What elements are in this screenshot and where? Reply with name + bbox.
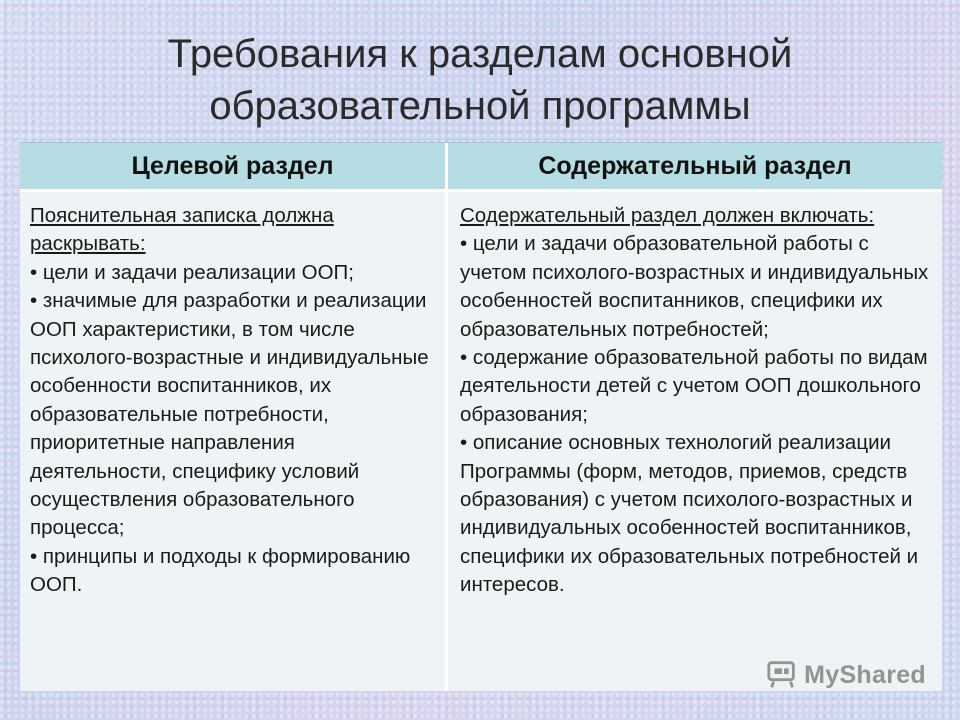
watermark-text: MyShared: [804, 660, 926, 689]
slide-title: [0, 28, 960, 132]
header-content-section: Содержательный раздел: [448, 143, 942, 189]
content-section-cell: [448, 189, 942, 691]
title-line-1: Требования к разделам основной: [167, 32, 793, 76]
content-bullet-1: • цели и задачи образовательной работы с учетом психолого-возрастных и индивидуальных особенностей воспитанников, специфики их образовательных потребностей;: [460, 232, 929, 341]
content-bullet-3: • описание основных технологий реализации Программы (форм, методов, приемов, средств образования) с учетом психолого-возрастных и индивидуальных особенностей воспитанников, специфики их образовательных потребностей и интересов.: [460, 431, 919, 597]
target-bullet-1: • цели и задачи реализации ООП;: [30, 260, 354, 284]
content-bullet-2: • содержание образовательной работы по видам деятельности детей с учетом ООП дошкольного образования;: [460, 346, 928, 426]
requirements-table: [20, 142, 942, 691]
target-bullet-3: • принципы и подходы к формированию ООП.: [30, 544, 411, 597]
myshared-logo-icon: [766, 660, 798, 690]
target-bullet-2: • значимые для разработки и реализации ООП характеристики, в том числе психолого-возрастные и индивидуальные особенности воспитанников, их образовательные потребности, приоритетные направления деятельности, специфику условий осуществления образовательного процесса;: [30, 289, 429, 540]
target-section-cell: [20, 189, 448, 691]
title-line-2: образовательной программы: [209, 84, 751, 128]
myshared-watermark: [766, 658, 926, 692]
content-section-intro: Содержательный раздел должен включать:: [460, 204, 875, 227]
header-target-section: Целевой раздел: [20, 143, 448, 189]
target-section-intro: Пояснительная записка должна раскрывать:: [30, 204, 334, 256]
